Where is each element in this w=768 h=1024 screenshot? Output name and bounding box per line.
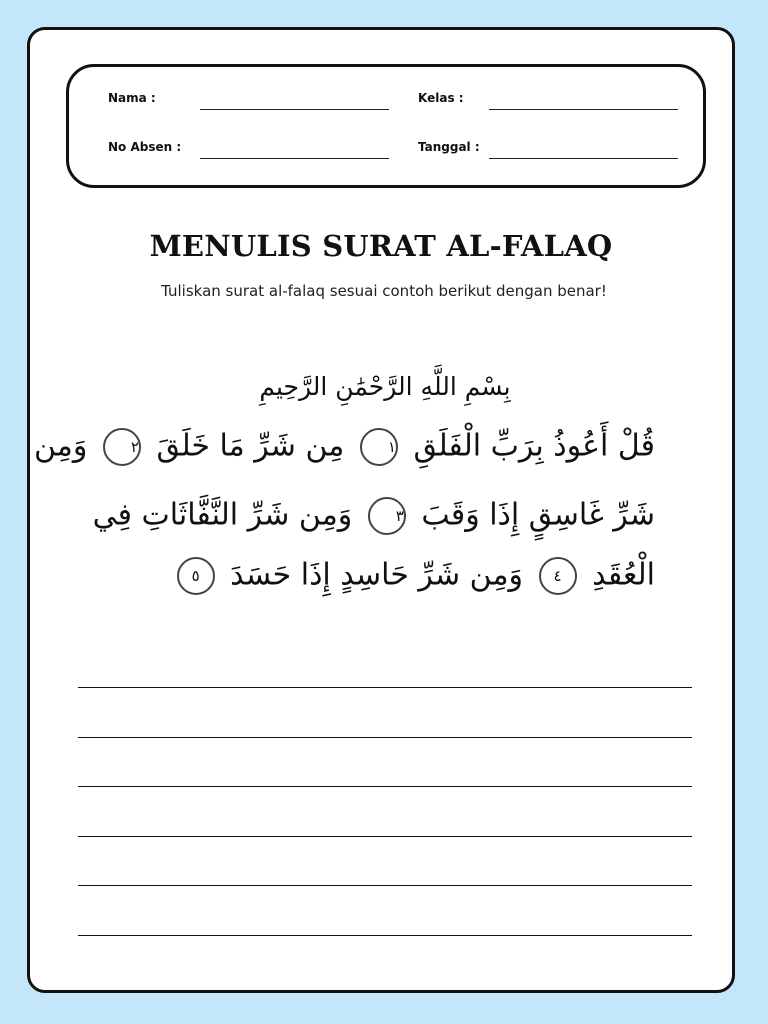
basmala: بِسْمِ اللَّهِ الرَّحْمَٰنِ الرَّحِيمِ xyxy=(259,372,511,401)
ayah-4-text: وَمِن شَرِّ النَّفَّاثَاتِ فِي xyxy=(92,497,353,533)
ayah-marker-2: ٢ xyxy=(103,428,141,466)
writing-line[interactable] xyxy=(78,935,692,936)
writing-line[interactable] xyxy=(78,737,692,738)
nama-field[interactable] xyxy=(200,109,389,110)
ayah-line-2 xyxy=(92,497,655,535)
page-title: MENULIS SURAT AL-FALAQ xyxy=(149,229,613,263)
worksheet xyxy=(27,27,735,993)
no-absen-label: No Absen : xyxy=(108,140,182,154)
ayah-5-text: وَمِن شَرِّ حَاسِدٍ إِذَا حَسَدَ xyxy=(230,557,524,593)
nama-label: Nama : xyxy=(108,91,156,105)
student-info-box xyxy=(66,64,706,188)
ayah-line-3 xyxy=(115,557,655,595)
ayah-1-text: قُلْ أَعُوذُ بِرَبِّ الْفَلَقِ xyxy=(413,428,655,464)
tanggal-label: Tanggal : xyxy=(418,140,480,154)
ayah-marker-3: ٣ xyxy=(368,497,406,535)
ayah-line-1 xyxy=(33,428,655,466)
kelas-label: Kelas : xyxy=(418,91,464,105)
ayah-marker-1: ١ xyxy=(360,428,398,466)
kelas-field[interactable] xyxy=(489,109,678,110)
no-absen-field[interactable] xyxy=(200,158,389,159)
writing-line[interactable] xyxy=(78,786,692,787)
ayah-3-text: شَرِّ غَاسِقٍ إِذَا وَقَبَ xyxy=(421,497,655,533)
ayah-marker-5: ٥ xyxy=(177,557,215,595)
instruction-text: Tuliskan surat al-falaq sesuai contoh berikut dengan benar! xyxy=(161,282,607,300)
ayah-2-text: مِن شَرِّ مَا خَلَقَ xyxy=(156,428,345,464)
writing-line[interactable] xyxy=(78,836,692,837)
tanggal-field[interactable] xyxy=(489,158,678,159)
writing-line[interactable] xyxy=(78,687,692,688)
ayah-marker-4: ٤ xyxy=(539,557,577,595)
ayah-4-end: الْعُقَدِ xyxy=(592,557,655,593)
ayah-3-start: وَمِن xyxy=(33,428,88,464)
writing-line[interactable] xyxy=(78,885,692,886)
